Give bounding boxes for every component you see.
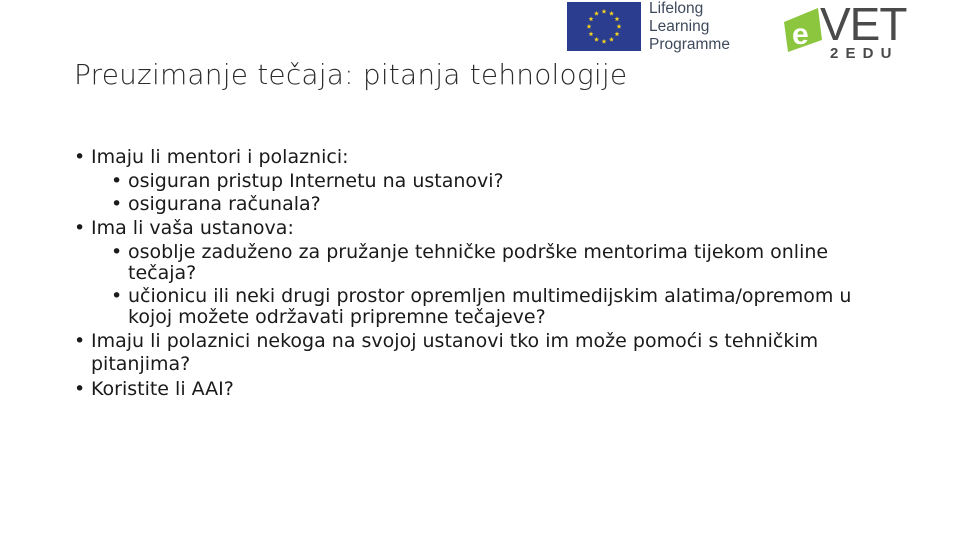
sub-bullet-text: osiguran pristup Internetu na ustanovi? <box>128 170 504 192</box>
bullet-marker: • <box>74 146 86 168</box>
bullet-marker: • <box>74 330 86 352</box>
bullet-marker: • <box>74 217 86 239</box>
bullet-marker: • <box>74 378 86 400</box>
llp-line-3: Programme <box>649 36 730 53</box>
llp-line-1: Lifelong <box>649 0 704 17</box>
sub-bullet-item-2-1 <box>111 242 864 284</box>
bullet-item-2 <box>74 217 864 240</box>
eu-flag-logo <box>567 2 641 51</box>
bullet-text: Imaju li mentori i polaznici: <box>91 146 349 168</box>
sub-bullet-item-2-2 <box>111 286 864 328</box>
sub-bullet-item-1-1 <box>111 171 864 192</box>
bullet-marker: • <box>111 193 123 215</box>
evet2edu-logo <box>778 0 930 62</box>
slide-title: Preuzimanje tečaja: pitanja tehnologije <box>74 58 628 91</box>
sub-bullet-text: učionicu ili neki drugi prostor opremljen multimedijskim alatima/opremom u kojoj možete održavati pripremne tečajeve? <box>128 285 852 328</box>
bullet-marker: • <box>111 170 123 192</box>
sub-bullet-item-1-2 <box>111 194 864 215</box>
evet-vet-letters: VET <box>820 0 907 50</box>
bullet-text: Imaju li polaznici nekoga na svojoj ustanovi tko im može pomoći s tehničkim pitanjima? <box>91 330 819 375</box>
evet-2edu-letters: 2 E D U <box>830 45 894 62</box>
lifelong-learning-programme-logo-text <box>649 0 730 54</box>
bullet-item-1 <box>74 146 864 169</box>
bullet-marker: • <box>111 285 123 307</box>
bullet-item-3 <box>74 330 864 376</box>
bullet-marker: • <box>111 241 123 263</box>
llp-line-2: Learning <box>649 18 710 35</box>
bullet-list <box>74 146 864 403</box>
sub-bullet-text: osoblje zaduženo za pružanje tehničke podrške mentorima tijekom online tečaja? <box>128 241 829 284</box>
bullet-text: Koristite li AAI? <box>91 378 234 400</box>
evet-e-letter: e <box>792 18 809 51</box>
sub-bullet-text: osigurana računala? <box>128 193 321 215</box>
bullet-text: Ima li vaša ustanova: <box>91 217 294 239</box>
bullet-item-4 <box>74 378 864 401</box>
